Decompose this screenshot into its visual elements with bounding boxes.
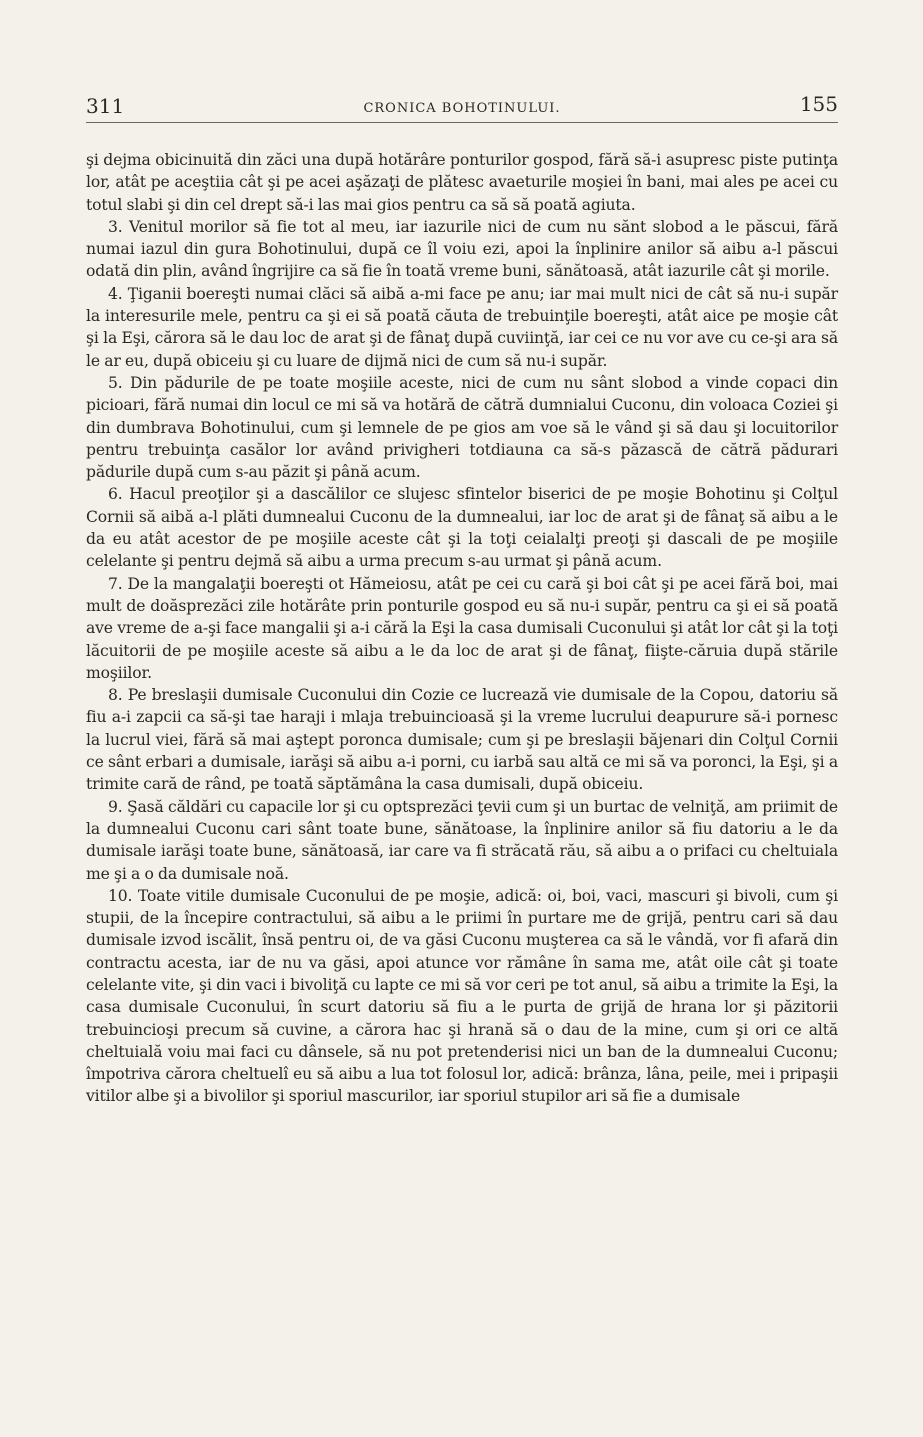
header-title: CRONICA BOHOTINULUI. (363, 101, 561, 116)
body-text (86, 149, 838, 1108)
running-header (86, 92, 838, 123)
paragraph-7: 7. De la mangalaţii boereşti ot Hămeiosu, atât pe cei cu cară şi boi cât şi pe acei fără boi, mai mult de doăsprezăci zile hotărâte prin ponturile gospod eu să nu-i supăr, pentru ca şi ei să poată ave vreme de a-şi face mangalii şi a-i cără la Eşi la casa dumisali Cuconului şi atât lor cât şi la toţi lăcuitorii de pe moşiile aceste să aibu a le da loc de arat şi de fânaţ, fiişte-căruia după stările moşiilor. (86, 574, 838, 682)
paragraph-3: 3. Venitul morilor să fie tot al meu, iar iazurile nici de cum nu sănt slobod a le păscui, fără numai iazul din gura Bohotinului, după ce îl voiu ezi, apoi la înplinire anilor să aibu a-l păscui odată din plin, având îngrijire ca să fie în toată vreme buni, sănătoasă, atât iazurile cât şi morile. (86, 217, 838, 281)
paragraph-6: 6. Hacul preoţilor şi a dascălilor ce slujesc sfintelor biserici de pe moşie Bohotinu şi Colţul Cornii să aibă a-l plăti dumnealui Cuconu de la dumnealui, iar loc de arat şi de fânaţ să aibu a le da eu atât acestor de pe moşiile aceste cât şi la toţi ceialalţi preoţi şi dascali de pe moşiile celelante şi pentru dejmă să aibu a urma precum s-au urmat şi până acum. (86, 485, 838, 571)
paragraph-9: 9. Şasă căldări cu capacile lor şi cu optsprezăci ţevii cum şi un burtac de velniţă, am priimit de la dumnealui Cuconu cari sânt toate bune, sănătoase, la înplinire anilor să fiu datoriu a le da dumisale iarăşi toate bune, sănătoasă, iar care va fi străcată rău, să aibu a o prifaci cu cheltuiala me şi a o da dumisale noă. (86, 797, 838, 883)
header-left-number: 311 (86, 94, 125, 118)
paragraph-4: 4. Ţiganii boereşti numai clăci să aibă a-mi face pe anu; iar mai mult nici de cât să nu-i supăr la interesurile mele, pentru ca şi ei să poată căuta de trebuinţile boereşti, atât aice pe moşie cât şi la Eşi, cărora să le dau loc de arat şi de fânaţ după cuviinţă, iar cei ce nu vor ave cu ce-şi ara să le ar eu, după obiceiu şi cu luare de dijmă nici de cum să nu-i supăr. (86, 284, 838, 370)
paragraph-10: 10. Toate vitile dumisale Cuconului de pe moşie, adică: oi, boi, vaci, mascuri şi bivoli, cum şi stupii, de la începire contractului, să aibu a le priimi în purtare me de grijă, pentru cari să dau dumisale izvod iscălit, însă pentru oi, de va găsi Cuconu muşterea ca să le vândă, vor fi afară din contractu acesta, iar de nu va găsi, apoi atunce vor rămâne în sama me, atât oile cât şi toate celelante vite, şi din vaci i bivoliţă cu lapte ce mi să vor ceri pe tot anul, să aibu a trimite la Eşi, la casa dumisale Cuconului, în scurt datoriu să fiu a le purta de grijă de hrana lor şi păzitorii trebuincioşi precum să cuvine, a cărora hac şi hrană să o dau de la mine, cum şi ori ce altă cheltuială voiu mai faci cu dânsele, să nu pot pretenderisi nici un ban de la dumnealui Cuconu; împotriva cărora cheltuelî eu să aibu a lua tot folosul lor, adică: brânza, lâna, peile, mei i pripaşii vitilor albe şi a bivolilor şi sporiul mascurilor, iar sporiul stupilor ari să fie a dumisale (86, 886, 838, 1106)
paragraph-8: 8. Pe breslaşii dumisale Cuconului din Cozie ce lucrează vie dumisale de la Copou, datoriu să fiu a-i zapcii ca să-şi tae haraji i mlaja trebuincioasă şi la vreme lucrului deapurure să-i pornesc la lucrul viei, fără să mai aştept poronca dumisale; cum şi pe breslaşii băjenari din Colţul Cornii ce sânt erbari a dumisale, iarăşi să aibu a-i porni, cu iarbă sau altă ce mi să va poronci, la Eşi, şi a trimite cară de rând, pe toată săptămâna la casa dumisali, după obiceiu. (86, 686, 838, 794)
paragraph-continuation: şi dejma obicinuită din zăci una după hotărâre ponturilor gospod, fără să-i asupresc piste putinţa lor, atât pe aceştiia cât şi pe acei aşăzaţi de plătesc avaeturile moşiei în bani, mai ales pe acei cu totul slabi şi din cel drept să-i las mai gios pentru ca să să poată agiuta. (86, 151, 838, 214)
paragraph-5: 5. Din pădurile de pe toate moşiile aceste, nici de cum nu sânt slobod a vinde copaci din picioari, fără numai din locul ce mi să va hotără de cătră dumnialui Cuconu, din voloaca Coziei şi din dumbrava Bohotinului, cum şi lemnele de pe gios am voe să le vând şi să dau şi locuitorilor pentru trebuinţa casălor lor având privigheri totdiauna ca să-s păzască de cătră pădurari pădurile după cum s-au păzit şi până acum. (86, 373, 838, 482)
page-number: 155 (799, 92, 838, 116)
